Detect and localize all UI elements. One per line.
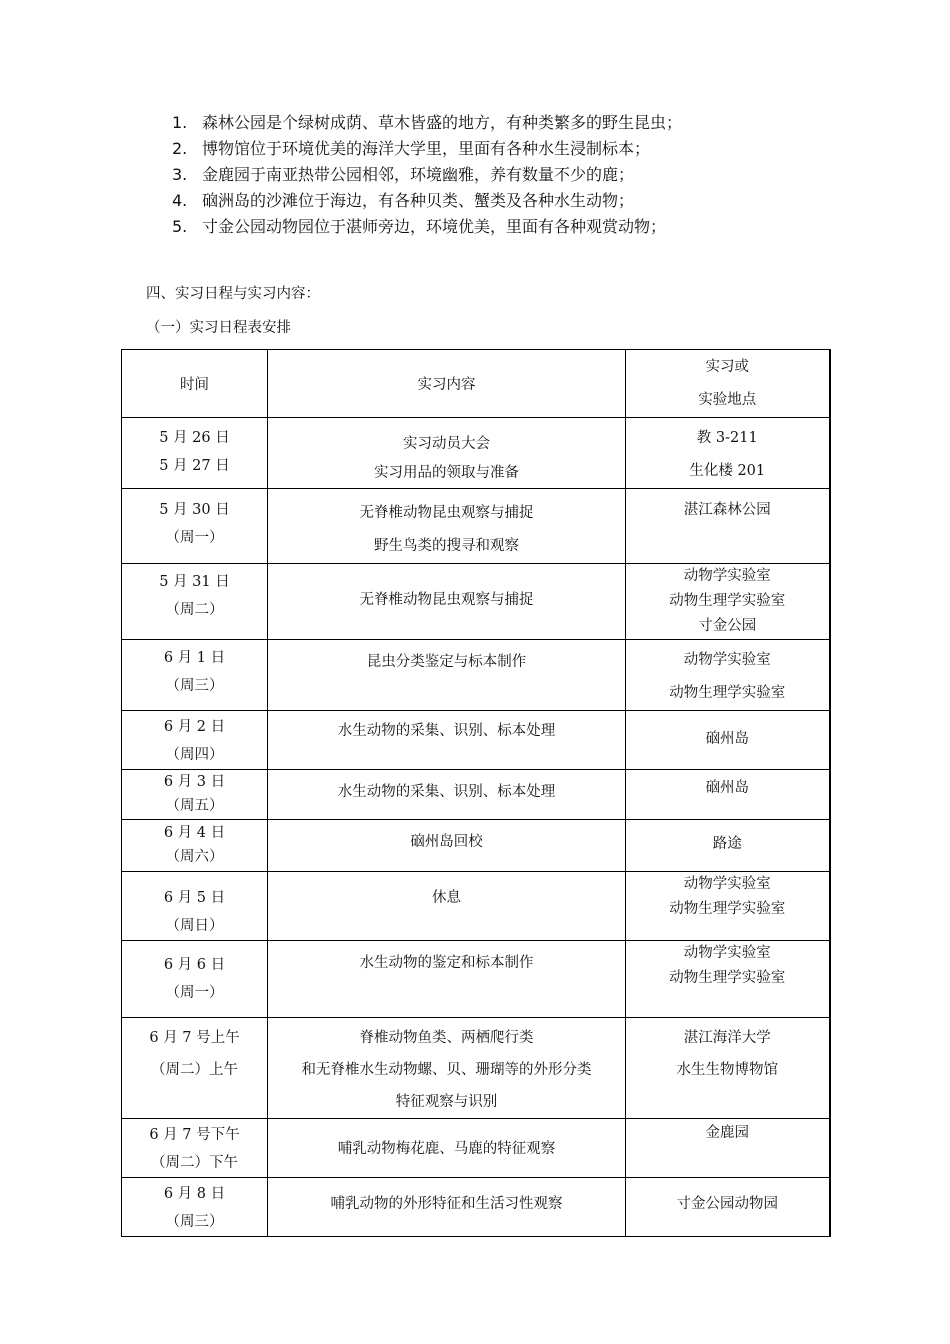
time-cell: [122, 820, 268, 872]
place-cell: [626, 1018, 830, 1119]
table-row: [122, 770, 830, 820]
list-number: 4.: [172, 191, 188, 210]
time-cell-line: 6 月 3 日: [163, 774, 226, 790]
list-number: 5.: [172, 217, 188, 236]
table-row: [122, 1018, 830, 1119]
table-row: [122, 820, 830, 872]
place-cell: [626, 1119, 830, 1178]
time-cell-line: 6 月 7 号下午: [149, 1127, 240, 1143]
place-cell-line: 硇州岛: [705, 780, 749, 796]
table-row: [122, 872, 830, 941]
content-cell-line: 无脊椎动物昆虫观察与捕捉: [359, 505, 534, 521]
time-cell-line: （周六）: [165, 849, 224, 865]
content-cell-line: 实习动员大会: [403, 436, 490, 452]
time-cell: [122, 711, 268, 770]
time-cell: [122, 640, 268, 711]
header-time-label: 时间: [180, 377, 209, 393]
table-row: [122, 564, 830, 640]
time-cell: [122, 1178, 268, 1237]
table-row: [122, 489, 830, 564]
header-content-label: 实习内容: [417, 377, 476, 393]
content-cell-line: 休息: [432, 890, 461, 906]
list-text: 金鹿园于南亚热带公园相邻，环境幽雅，养有数量不少的鹿；: [202, 165, 635, 184]
place-cell-line: 寸金公园: [698, 618, 757, 634]
time-cell-line: 5 月 27 日: [159, 458, 230, 474]
place-cell-line: 金鹿园: [705, 1125, 749, 1141]
content-cell: [268, 872, 626, 941]
content-cell-line: 无脊椎动物昆虫观察与捕捉: [359, 592, 534, 608]
content-cell-line: 和无脊椎水生动物螺、贝、珊瑚等的外形分类: [301, 1062, 592, 1078]
content-cell-line: 水生动物的鉴定和标本制作: [359, 955, 534, 971]
place-cell: [626, 640, 830, 711]
time-cell-line: （周四）: [165, 747, 224, 763]
list-item: [172, 162, 872, 188]
table-row: [122, 941, 830, 1018]
time-cell-line: 6 月 4 日: [163, 825, 226, 841]
place-cell-line: 生化楼 201: [689, 463, 766, 479]
time-cell: [122, 770, 268, 820]
place-cell-line: 动物学实验室: [683, 945, 771, 961]
time-cell: [122, 418, 268, 489]
place-cell: [626, 820, 830, 872]
place-cell-line: 教 3-211: [696, 430, 758, 446]
place-cell: [626, 770, 830, 820]
content-cell: [268, 711, 626, 770]
time-cell-line: 6 月 7 号上午: [149, 1030, 240, 1046]
content-cell-line: 水生动物的采集、识别、标本处理: [337, 723, 556, 739]
content-cell: [268, 820, 626, 872]
content-cell: [268, 1178, 626, 1237]
header-place-line2: 实验地点: [698, 391, 757, 408]
schedule-body: [122, 350, 830, 1237]
content-cell-line: 哺乳动物梅花鹿、马鹿的特征观察: [337, 1141, 556, 1157]
place-cell-line: 动物生理学实验室: [669, 901, 786, 917]
list-item: [172, 188, 872, 214]
time-cell-line: （周日）: [165, 918, 224, 934]
time-cell-line: 5 月 31 日: [159, 574, 230, 590]
place-cell-line: 湛江海洋大学: [683, 1030, 771, 1046]
table-header-row: [122, 350, 830, 418]
place-cell-line: 动物生理学实验室: [669, 685, 786, 701]
time-cell: [122, 1119, 268, 1178]
time-cell-line: （周一）: [165, 985, 224, 1001]
content-cell: [268, 770, 626, 820]
time-cell-line: （周三）: [165, 1214, 224, 1230]
content-cell: [268, 418, 626, 489]
time-cell: [122, 1018, 268, 1119]
time-cell-line: （周二）下午: [151, 1155, 238, 1171]
list-number: 2.: [172, 139, 188, 158]
content-cell-line: 水生动物的采集、识别、标本处理: [337, 784, 556, 800]
table-row: [122, 1119, 830, 1178]
list-number: 1.: [172, 113, 188, 132]
time-cell-line: 6 月 2 日: [163, 719, 226, 735]
place-cell-line: 路途: [712, 836, 742, 852]
place-cell-line: 动物生理学实验室: [669, 593, 786, 609]
place-cell: [626, 1178, 830, 1237]
header-content: [268, 350, 626, 418]
content-cell-line: 硇州岛回校: [410, 834, 483, 850]
time-cell: [122, 941, 268, 1018]
content-cell-line: 特征观察与识别: [395, 1094, 498, 1110]
content-cell: [268, 941, 626, 1018]
place-cell: [626, 489, 830, 564]
time-cell: [122, 872, 268, 941]
schedule-table: [121, 349, 831, 1237]
sub-heading: （一）实习日程表安排: [146, 320, 291, 336]
table-row: [122, 1178, 830, 1237]
section-heading: 四、实习日程与实习内容：: [146, 286, 320, 302]
time-cell-line: 5 月 30 日: [159, 502, 230, 518]
table-row: [122, 418, 830, 489]
content-cell-line: 昆虫分类鉴定与标本制作: [366, 654, 527, 670]
time-cell-line: （周五）: [165, 798, 224, 814]
place-cell-line: 动物学实验室: [683, 652, 771, 668]
header-place: [626, 350, 830, 418]
time-cell-line: （周三）: [165, 678, 224, 694]
content-cell: [268, 1018, 626, 1119]
place-cell: [626, 872, 830, 941]
content-cell: [268, 489, 626, 564]
time-cell-line: 6 月 8 日: [163, 1186, 226, 1202]
list-item: [172, 214, 872, 240]
time-cell-line: 6 月 5 日: [163, 890, 226, 906]
content-cell-line: 哺乳动物的外形特征和生活习性观察: [330, 1196, 563, 1212]
list-item: [172, 136, 872, 162]
content-cell: [268, 1119, 626, 1178]
place-cell-line: 寸金公园动物园: [676, 1196, 778, 1212]
time-cell-line: 6 月 6 日: [163, 957, 226, 973]
place-cell-line: 水生生物博物馆: [676, 1062, 778, 1078]
place-cell: [626, 564, 830, 640]
content-cell-line: 野生鸟类的搜寻和观察: [374, 538, 519, 554]
content-cell: [268, 640, 626, 711]
place-cell-line: 动物生理学实验室: [669, 970, 786, 986]
content-cell-line: 脊椎动物鱼类、两栖爬行类: [359, 1030, 534, 1046]
time-cell-line: 5 月 26 日: [159, 430, 230, 446]
list-item: [172, 110, 872, 136]
place-cell-line: 湛江森林公园: [683, 502, 771, 518]
place-cell: [626, 711, 830, 770]
content-cell: [268, 564, 626, 640]
time-cell-line: （周一）: [165, 530, 224, 546]
place-cell-line: 动物学实验室: [683, 568, 771, 584]
list-text: 博物馆位于环境优美的海洋大学里，里面有各种水生浸制标本；: [202, 139, 651, 158]
header-place-line1: 实习或: [705, 358, 749, 375]
list-text: 寸金公园动物园位于湛师旁边，环境优美，里面有各种观赏动物；: [202, 217, 667, 236]
list-text: 硇洲岛的沙滩位于海边，有各种贝类、蟹类及各种水生动物；: [202, 191, 635, 210]
place-cell-line: 硇州岛: [705, 731, 749, 747]
list-text: 森林公园是个绿树成荫、草木皆盛的地方，有种类繁多的野生昆虫；: [202, 113, 683, 132]
time-cell: [122, 489, 268, 564]
header-time: [122, 350, 268, 418]
intro-list: [172, 110, 872, 240]
table-row: [122, 640, 830, 711]
place-cell: [626, 418, 830, 489]
content-cell-line: 实习用品的领取与准备: [374, 465, 519, 481]
time-cell-line: 6 月 1 日: [163, 650, 226, 666]
time-cell-line: （周二）上午: [151, 1062, 238, 1078]
list-number: 3.: [172, 165, 188, 184]
place-cell: [626, 941, 830, 1018]
place-cell-line: 动物学实验室: [683, 876, 771, 892]
table-row: [122, 711, 830, 770]
time-cell: [122, 564, 268, 640]
time-cell-line: （周二）: [165, 602, 224, 618]
